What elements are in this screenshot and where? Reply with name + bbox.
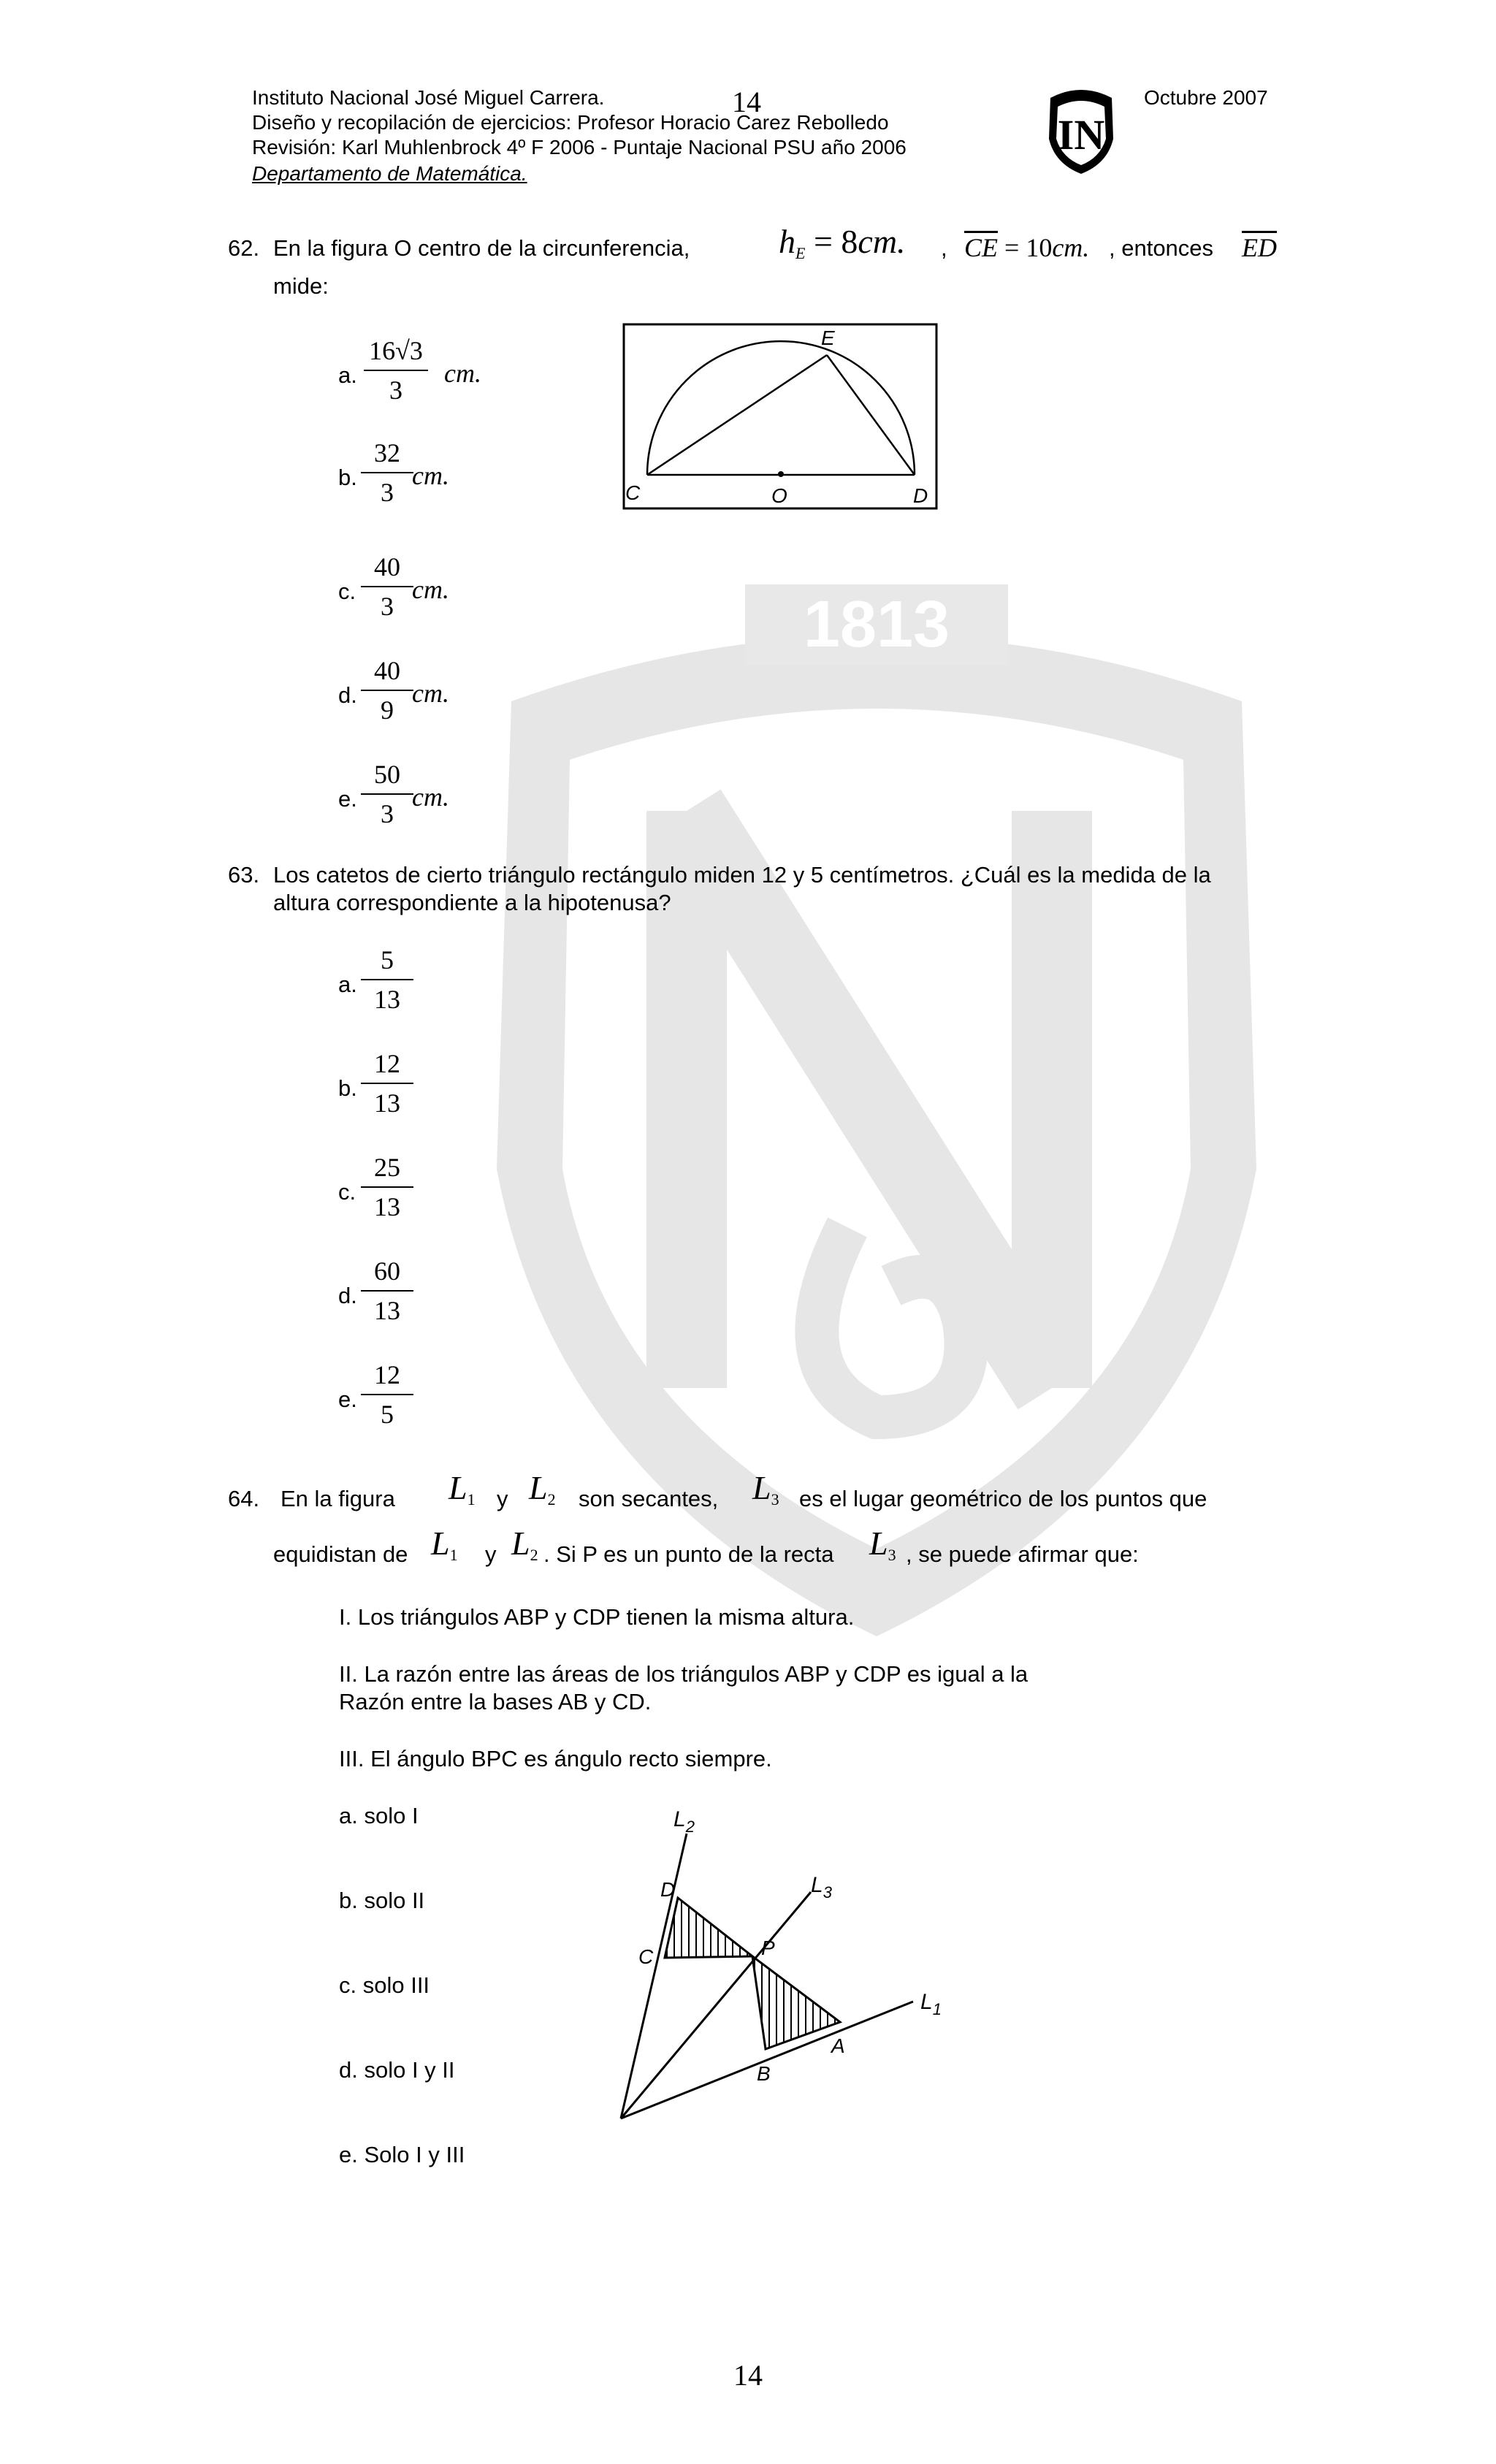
footer-page-number: 14 — [733, 2359, 763, 2392]
q62-text-c: mide: — [273, 273, 329, 299]
q63-option-a-label: a. — [338, 972, 357, 997]
l-letter: L — [511, 1525, 530, 1562]
q62-option-b[interactable] — [358, 437, 416, 508]
q64-t4: equidistan de — [273, 1541, 408, 1567]
q62-option-c-unit: cm. — [412, 575, 449, 604]
q63-option-e[interactable] — [358, 1359, 416, 1430]
q64-figure — [599, 1804, 957, 2133]
q64-option-c[interactable]: c. solo III — [339, 1972, 430, 1998]
q63-option-e-den: 5 — [381, 1400, 394, 1429]
figure-frame — [624, 324, 936, 508]
q63-option-b-num: 12 — [374, 1049, 400, 1078]
q62-h-unit: cm. — [858, 223, 906, 260]
header-revision: Revisión: Karl Muhlenbrock 4º F 2006 - Puntaje Nacional PSU año 2006 — [252, 136, 907, 159]
q64-t6: , se puede afirmar que: — [906, 1541, 1139, 1567]
q62-h-sub: E — [795, 244, 806, 262]
header-department: Departamento de Matemática. — [252, 162, 527, 185]
header-institute: Instituto Nacional José Miguel Carrera. — [252, 86, 605, 109]
q63-option-a[interactable] — [358, 944, 416, 1015]
q62-option-c-den: 3 — [381, 592, 394, 621]
q62-ce-value: = 10 — [1004, 233, 1053, 262]
label-l2 — [673, 1807, 695, 1836]
q64-l2-symbol — [529, 1468, 556, 1509]
l-letter: L — [431, 1525, 450, 1562]
l-sub: 2 — [530, 1546, 538, 1564]
l1-letter: L — [920, 1990, 933, 2014]
q64-l3-symbol-b — [869, 1524, 896, 1565]
q62-ed-wrap — [1242, 232, 1277, 263]
q64-t1: En la figura — [280, 1486, 395, 1511]
q62-option-c-num: 40 — [374, 552, 400, 581]
q64-statement-3: III. El ángulo BPC es ángulo recto siempre. — [339, 1746, 772, 1771]
q64-l3-symbol — [752, 1468, 779, 1509]
q63-option-c-den: 13 — [374, 1192, 400, 1221]
q63-option-b-den: 13 — [374, 1088, 400, 1118]
q62-number: 62. — [228, 235, 260, 261]
label-c: C — [625, 481, 641, 504]
q63-option-d-num: 60 — [374, 1256, 400, 1286]
line-l2 — [621, 1834, 687, 2118]
q62-option-a-den: 3 — [389, 375, 402, 405]
q62-option-d[interactable] — [358, 655, 416, 726]
q63-option-b-label: b. — [338, 1075, 357, 1101]
q63-line2: altura correspondiente a la hipotenusa? — [273, 890, 671, 915]
q62-option-c[interactable] — [358, 551, 416, 622]
q62-option-e-label: e. — [338, 786, 357, 812]
l-letter: L — [869, 1525, 888, 1562]
label-e: E — [821, 327, 835, 349]
q62-option-b-label: b. — [338, 465, 357, 490]
q63-option-c[interactable] — [358, 1151, 416, 1223]
l2-sub: 2 — [685, 1818, 695, 1836]
watermark-year: 1813 — [803, 588, 950, 661]
label-a: A — [831, 2034, 845, 2057]
logo-letters: IN — [1057, 111, 1105, 159]
q62-text-b: , entonces — [1109, 235, 1214, 261]
q64-option-e[interactable]: e. Solo I y III — [339, 2142, 465, 2167]
q64-t5: . Si P es un punto de la recta — [543, 1541, 834, 1567]
q62-h-value: = 8 — [813, 223, 858, 260]
label-l1 — [920, 1990, 942, 2018]
q63-option-e-num: 12 — [374, 1360, 400, 1389]
header-page-number: 14 — [732, 85, 761, 118]
q64-statement-1: I. Los triángulos ABP y CDP tienen la misma altura. — [339, 1604, 855, 1630]
triangle-cdp — [665, 1898, 752, 1958]
q62-option-a-num: 16√3 — [369, 336, 423, 365]
l3-sub: 3 — [823, 1883, 832, 1902]
q63-option-e-label: e. — [338, 1387, 357, 1412]
q62-comma: , — [941, 235, 947, 261]
q64-l2-symbol-b — [511, 1524, 538, 1565]
q62-option-a-unit: cm. — [444, 359, 481, 388]
q62-ce-expression — [964, 232, 1089, 263]
l1-sub: 1 — [932, 2000, 942, 2018]
q62-text-a: En la figura O centro de la circunferencia, — [273, 235, 690, 261]
q62-option-b-unit: cm. — [412, 461, 449, 490]
q64-t3: es el lugar geométrico de los puntos que — [799, 1486, 1207, 1511]
header-date: Octubre 2007 — [1144, 86, 1268, 109]
q62-option-b-den: 3 — [381, 478, 394, 507]
q62-option-d-num: 40 — [374, 656, 400, 685]
l3-letter: L — [811, 1873, 823, 1897]
q63-option-d-den: 13 — [374, 1296, 400, 1325]
q62-option-a[interactable] — [361, 335, 431, 406]
label-d: D — [660, 1878, 676, 1901]
header-design: Diseño y recopilación de ejercicios: Profesor Horacio Carez Rebolledo — [252, 111, 889, 134]
school-logo — [1045, 82, 1118, 175]
q64-y1: y — [497, 1486, 508, 1511]
l-letter: L — [752, 1469, 771, 1506]
q62-option-d-label: d. — [338, 682, 357, 708]
q62-figure — [622, 323, 938, 510]
label-l3 — [811, 1873, 833, 1902]
q63-option-a-num: 5 — [381, 945, 394, 974]
label-o: O — [771, 484, 787, 507]
q64-option-b[interactable]: b. solo II — [339, 1888, 425, 1913]
q64-option-a[interactable]: a. solo I — [339, 1803, 419, 1828]
q63-option-d[interactable] — [358, 1255, 416, 1327]
q64-t2: son secantes, — [579, 1486, 719, 1511]
l-sub: 1 — [467, 1490, 476, 1508]
q64-y2: y — [485, 1541, 497, 1567]
label-c: C — [638, 1945, 654, 1968]
l-letter: L — [529, 1469, 548, 1506]
q63-option-c-label: c. — [338, 1179, 356, 1205]
q64-l1-symbol — [449, 1468, 476, 1509]
q62-option-d-den: 9 — [381, 695, 394, 725]
q62-option-b-num: 32 — [374, 438, 400, 468]
q62-ed-label: $\overline{ED}$ — [1242, 233, 1277, 262]
q62-option-e[interactable] — [358, 758, 416, 830]
q64-option-d[interactable]: d. solo I y II — [339, 2057, 455, 2083]
q63-option-d-label: d. — [338, 1283, 357, 1308]
q64-statement-2a: II. La razón entre las áreas de los triángulos ABP y CDP es igual a la — [339, 1661, 1028, 1687]
q62-option-e-num: 50 — [374, 760, 400, 789]
q64-l1-symbol-b — [431, 1524, 458, 1565]
q62-option-a-label: a. — [338, 362, 357, 388]
q63-option-c-num: 25 — [374, 1153, 400, 1182]
q62-ce-unit: cm. — [1052, 233, 1090, 262]
q62-option-d-unit: cm. — [412, 679, 449, 708]
q62-h-symbol: h — [779, 223, 795, 260]
q64-number: 64. — [228, 1486, 260, 1511]
q63-line1: Los catetos de cierto triángulo rectángulo miden 12 y 5 centímetros. ¿Cuál es la medida de la — [273, 862, 1211, 888]
q63-option-b[interactable] — [358, 1048, 416, 1119]
l-sub: 3 — [888, 1546, 896, 1564]
q62-ce-label: $\overline{CE}$ — [964, 233, 999, 262]
q62-h-expression — [779, 222, 906, 263]
l-sub: 1 — [449, 1546, 458, 1564]
label-b: B — [757, 2062, 771, 2085]
center-point — [778, 471, 784, 477]
q62-option-e-den: 3 — [381, 799, 394, 828]
l-sub: 2 — [547, 1490, 556, 1508]
q63-option-a-den: 13 — [374, 985, 400, 1014]
q62-option-c-label: c. — [338, 579, 356, 604]
q63-number: 63. — [228, 862, 260, 888]
l2-letter: L — [673, 1807, 686, 1831]
l-sub: 3 — [771, 1490, 779, 1508]
label-d: D — [913, 484, 928, 507]
l-letter: L — [449, 1469, 468, 1506]
label-p: P — [761, 1937, 775, 1959]
q64-statement-2b: Razón entre la bases AB y CD. — [339, 1689, 652, 1714]
header-department-wrap — [252, 162, 527, 186]
q62-option-e-unit: cm. — [412, 782, 449, 812]
